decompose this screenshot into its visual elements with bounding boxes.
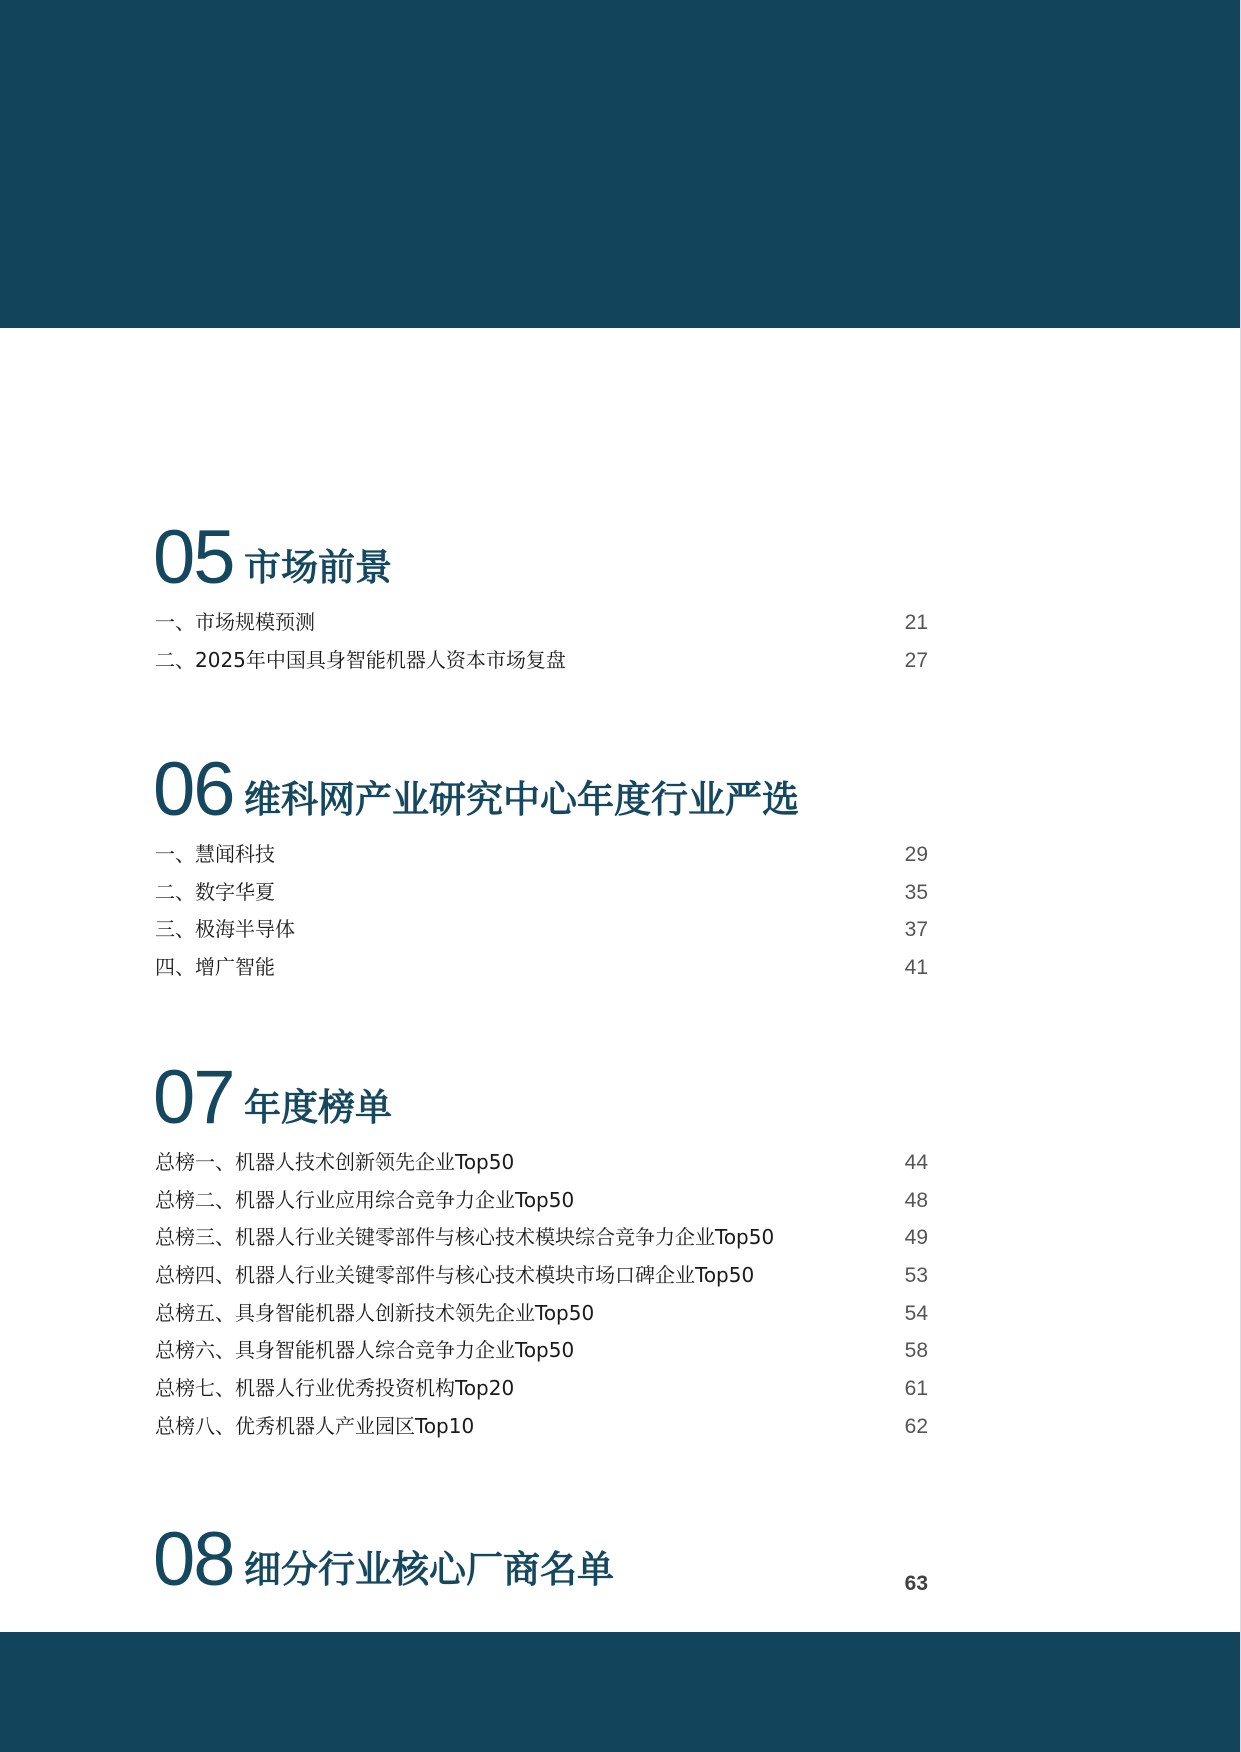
toc-entry-page: 62	[904, 1414, 928, 1438]
toc-entry-label: 总榜二、机器人行业应用综合竞争力企业Top50	[155, 1187, 575, 1212]
toc-entry-page: 48	[904, 1188, 928, 1212]
toc-entry-page: 27	[904, 648, 928, 672]
section-items	[155, 836, 930, 987]
toc-section-05	[153, 515, 930, 679]
section-page-number: 63	[904, 1572, 928, 1595]
toc-entry-page: 37	[904, 918, 928, 942]
section-items	[155, 604, 930, 679]
section-title[interactable]: 维科网产业研究中心年度行业严选	[244, 778, 799, 821]
toc-entry[interactable]	[155, 604, 930, 642]
toc-entry[interactable]	[155, 1257, 930, 1295]
toc-entry-label: 总榜五、具身智能机器人创新技术领先企业Top50	[155, 1300, 595, 1325]
toc-entry-label: 三、极海半导体	[155, 917, 295, 942]
toc-entry-label: 一、市场规模预测	[155, 610, 315, 634]
toc-entry-page: 61	[904, 1377, 928, 1401]
section-header	[153, 747, 930, 832]
toc-entry[interactable]	[155, 1370, 930, 1408]
section-number: 06	[153, 747, 234, 832]
toc-entry-label: 总榜一、机器人技术创新领先企业Top50	[155, 1150, 515, 1174]
header-band	[0, 0, 1241, 328]
toc-entry[interactable]	[155, 1295, 930, 1333]
toc-entry-label: 总榜三、机器人行业关键零部件与核心技术模块综合竞争力企业Top50	[155, 1225, 775, 1250]
toc-entry[interactable]	[155, 836, 930, 874]
section-items	[155, 1144, 930, 1446]
section-title[interactable]: 年度榜单	[244, 1086, 392, 1129]
toc-entry-page: 53	[904, 1264, 928, 1288]
section-header	[153, 1055, 930, 1140]
toc-entry-label: 总榜四、机器人行业关键零部件与核心技术模块市场口碑企业Top50	[155, 1263, 755, 1288]
toc-entry[interactable]	[155, 949, 930, 987]
toc-entry-label: 二、2025年中国具身智能机器人资本市场复盘	[155, 647, 566, 672]
toc-entry[interactable]	[155, 874, 930, 912]
toc-entry-page: 49	[904, 1226, 928, 1250]
toc-entry[interactable]	[155, 1332, 930, 1370]
section-number: 07	[153, 1055, 234, 1140]
footer-band	[0, 1632, 1241, 1752]
toc-entry-page: 35	[904, 880, 928, 904]
toc-entry-label: 二、数字华夏	[155, 879, 275, 904]
toc-entry-label: 总榜七、机器人行业优秀投资机构Top20	[155, 1376, 515, 1401]
toc-entry[interactable]	[155, 911, 930, 949]
section-title[interactable]: 市场前景	[244, 546, 392, 589]
toc-section-07	[153, 1055, 930, 1446]
toc-entry[interactable]	[155, 1144, 930, 1182]
toc-entry-label: 总榜六、具身智能机器人综合竞争力企业Top50	[155, 1338, 575, 1363]
toc-entry-page: 29	[904, 843, 928, 866]
section-number: 08	[153, 1517, 234, 1602]
toc-entry-label: 一、慧闻科技	[155, 842, 275, 866]
section-header	[153, 515, 930, 600]
toc-entry-label: 四、增广智能	[155, 955, 275, 980]
toc-entry-page: 44	[904, 1151, 928, 1174]
toc-entry-page: 58	[904, 1339, 928, 1363]
section-number: 05	[153, 515, 234, 600]
toc-entry[interactable]	[155, 642, 930, 680]
section-header[interactable]	[153, 1517, 930, 1602]
toc-entry-page: 54	[904, 1301, 928, 1325]
toc-section-06	[153, 747, 930, 987]
toc-entry[interactable]	[155, 1219, 930, 1257]
toc-section-08	[153, 1517, 930, 1602]
toc-entry[interactable]	[155, 1182, 930, 1220]
toc-entry-label: 总榜八、优秀机器人产业园区Top10	[155, 1413, 475, 1438]
toc-entry-page: 21	[904, 611, 928, 634]
toc-entry[interactable]	[155, 1408, 930, 1446]
toc-entry-page: 41	[904, 956, 928, 980]
section-title[interactable]: 细分行业核心厂商名单	[244, 1548, 614, 1591]
